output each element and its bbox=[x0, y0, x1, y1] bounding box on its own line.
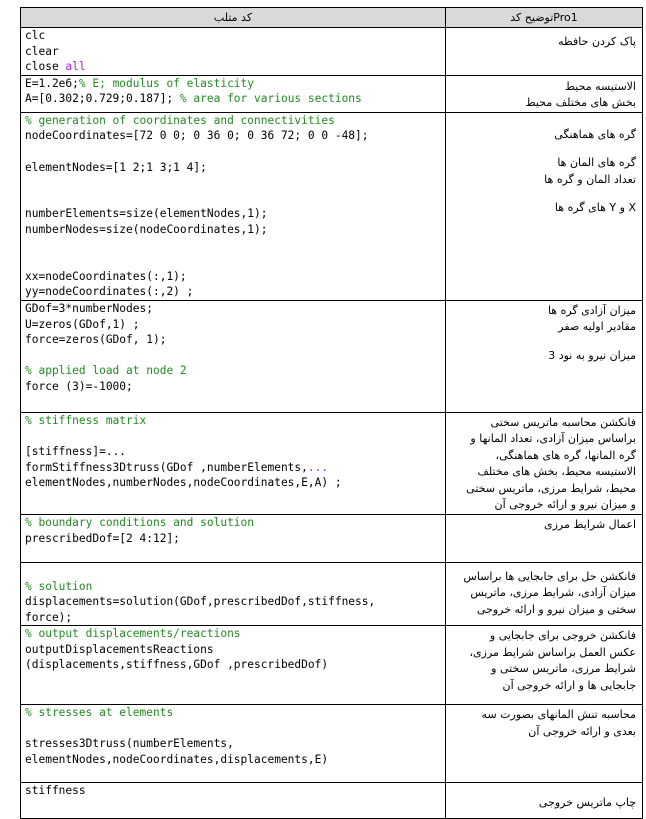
code-line bbox=[25, 379, 445, 395]
code-cell bbox=[21, 705, 446, 783]
code-text: close bbox=[25, 60, 66, 74]
description-line: میزان آزادی گره ها bbox=[547, 303, 636, 317]
code-comment: % stresses at elements bbox=[25, 706, 174, 720]
code-text: xx=nodeCoordinates(:,1); bbox=[25, 269, 187, 283]
description-line: تعداد المان و گره ها bbox=[544, 172, 636, 186]
code-comment: % area for various sections bbox=[179, 92, 362, 106]
code-cell bbox=[21, 562, 446, 625]
table-row bbox=[21, 300, 643, 412]
description-spacer bbox=[450, 115, 636, 127]
code-line bbox=[25, 594, 445, 610]
table-header-row bbox=[21, 8, 643, 28]
code-line bbox=[25, 222, 445, 238]
code-keyword: ... bbox=[307, 460, 329, 474]
code-line bbox=[25, 626, 445, 642]
code-text: [stiffness]=... bbox=[25, 445, 127, 459]
description-cell bbox=[446, 705, 643, 783]
code-line bbox=[25, 144, 445, 160]
code-text: elementNodes=[1 2;1 3;1 4]; bbox=[25, 160, 207, 174]
code-line bbox=[25, 91, 445, 107]
code-line bbox=[25, 475, 445, 491]
code-line bbox=[25, 348, 445, 364]
code-description-table bbox=[20, 7, 643, 819]
code-text: force=zeros(GDof, 1); bbox=[25, 333, 167, 347]
code-line bbox=[25, 206, 445, 222]
code-line bbox=[25, 160, 445, 176]
code-text: numberNodes=size(nodeCoordinates,1); bbox=[25, 222, 268, 236]
code-cell bbox=[21, 626, 446, 705]
code-text: clc bbox=[25, 29, 46, 42]
description-line: پاک کردن حافظه bbox=[558, 35, 636, 48]
code-line bbox=[25, 59, 445, 75]
description-cell bbox=[446, 75, 643, 112]
table-row bbox=[21, 28, 643, 76]
code-cell bbox=[21, 112, 446, 300]
code-line bbox=[25, 460, 445, 476]
matlab-code-column-header: کد متلب bbox=[21, 8, 446, 28]
code-text: formStiffness3Dtruss(GDof ,numberElements, bbox=[25, 460, 308, 474]
description-line: براساس میزان آزادی، تعداد المانها و bbox=[470, 432, 636, 446]
code-text: force); bbox=[25, 610, 73, 624]
description-line: بخش های مختلف محیط bbox=[525, 96, 636, 110]
code-line bbox=[25, 191, 445, 207]
table-row bbox=[21, 626, 643, 705]
code-line bbox=[25, 332, 445, 348]
description-column-header: توضیح کدPro1 bbox=[446, 8, 643, 28]
code-line bbox=[25, 363, 445, 379]
code-line bbox=[25, 579, 445, 595]
code-line bbox=[25, 317, 445, 333]
description-line: گره المانها، گره های هماهنگی، bbox=[495, 448, 636, 462]
code-cell bbox=[21, 514, 446, 562]
code-line bbox=[25, 429, 445, 445]
code-text: numberElements=size(elementNodes,1); bbox=[25, 207, 268, 221]
code-line bbox=[25, 736, 445, 752]
description-line: فانکشن محاسبه ماتریس سختی bbox=[490, 415, 636, 429]
code-line bbox=[25, 783, 445, 799]
code-line bbox=[25, 128, 445, 144]
code-text: yy=nodeCoordinates(:,2) ; bbox=[25, 285, 194, 299]
code-line bbox=[25, 284, 445, 300]
description-line: گره های المان ها bbox=[557, 156, 636, 170]
code-cell bbox=[21, 75, 446, 112]
code-text: force (3)=-1000; bbox=[25, 379, 133, 393]
code-cell bbox=[21, 412, 446, 514]
code-text: prescribedDof=[2 4:12]; bbox=[25, 531, 180, 545]
code-line bbox=[25, 238, 445, 254]
code-line bbox=[25, 563, 445, 579]
code-comment: % E; modulus of elasticity bbox=[78, 76, 255, 90]
description-cell bbox=[446, 300, 643, 412]
description-line: بعدی و ارائه خروجی آن bbox=[528, 724, 636, 738]
code-text: clear bbox=[25, 44, 59, 58]
code-text: elementNodes,numberNodes,nodeCoordinates,E,A) ; bbox=[25, 476, 342, 490]
code-text: outputDisplacementsReactions bbox=[25, 642, 214, 656]
description-cell bbox=[446, 562, 643, 625]
code-text: E=1.2e6; bbox=[25, 76, 79, 90]
code-text: (displacements,stiffness,GDof ,prescribedDof) bbox=[25, 658, 329, 672]
table-row bbox=[21, 75, 643, 112]
code-comment: % output displacements/reactions bbox=[25, 627, 241, 641]
description-line: الاستیسه محیط، بخش های مختلف bbox=[477, 465, 636, 479]
description-line: میزان آزادی، شرایط مرزی، ماتریس bbox=[470, 586, 636, 600]
code-line bbox=[25, 705, 445, 721]
description-line: میزان نیرو به نود 3 bbox=[548, 348, 636, 362]
code-text: stresses3Dtruss(numberElements, bbox=[25, 737, 234, 751]
code-text: displacements=solution(GDof,prescribedDof,stiffness, bbox=[25, 595, 376, 609]
code-line bbox=[25, 253, 445, 269]
code-line bbox=[25, 28, 445, 44]
description-line: محاسبه تنش المانهای بصورت سه bbox=[481, 708, 636, 722]
description-line: شرایط مرزی، ماتریس سختی و bbox=[491, 662, 636, 676]
code-line bbox=[25, 515, 445, 531]
code-line bbox=[25, 113, 445, 129]
description-cell bbox=[446, 28, 643, 76]
code-cell bbox=[21, 28, 446, 76]
code-text: U=zeros(GDof,1) ; bbox=[25, 317, 140, 331]
description-line: چاپ ماتریس خروجی bbox=[538, 796, 636, 810]
code-text: nodeCoordinates=[72 0 0; 0 36 0; 0 36 72; 0 0 -48]; bbox=[25, 129, 369, 143]
code-comment: % stiffness matrix bbox=[25, 413, 147, 427]
description-line: و میزان نیرو و ارائه خروجی آن bbox=[494, 498, 636, 512]
description-line: فانکشن حل برای جابجایی ها براساس bbox=[463, 569, 636, 583]
table-row bbox=[21, 514, 643, 562]
description-spacer bbox=[450, 188, 636, 200]
code-text: stiffness bbox=[25, 784, 86, 798]
code-line bbox=[25, 642, 445, 658]
table-row bbox=[21, 562, 643, 625]
description-cell bbox=[446, 412, 643, 514]
code-line bbox=[25, 301, 445, 317]
description-line: مقادیر اولیه صفر bbox=[558, 320, 636, 334]
code-line bbox=[25, 721, 445, 737]
code-line bbox=[25, 531, 445, 547]
description-cell bbox=[446, 514, 643, 562]
code-keyword: all bbox=[65, 60, 86, 74]
code-line bbox=[25, 657, 445, 673]
description-spacer bbox=[450, 336, 636, 348]
description-line: X و Y های گره ها bbox=[554, 201, 636, 215]
code-line bbox=[25, 76, 445, 92]
code-text: A=[0.302;0.729;0.187]; bbox=[25, 92, 180, 106]
code-comment: % solution bbox=[25, 579, 93, 593]
code-text: GDof=3*numberNodes; bbox=[25, 301, 153, 315]
table-row bbox=[21, 112, 643, 300]
table-row bbox=[21, 412, 643, 514]
table-row bbox=[21, 783, 643, 819]
code-comment: % boundary conditions and solution bbox=[25, 515, 255, 529]
table-row bbox=[21, 705, 643, 783]
code-line bbox=[25, 269, 445, 285]
description-line: جابجایی ها و ارائه خروجی آن bbox=[502, 678, 636, 692]
code-cell bbox=[21, 300, 446, 412]
description-line: سختی و میزان نیرو و ارائه خروجی bbox=[476, 602, 636, 616]
code-line bbox=[25, 610, 445, 626]
description-line: فانکشن خروجی برای جابجایی و bbox=[489, 629, 636, 643]
description-cell bbox=[446, 783, 643, 819]
code-line bbox=[25, 752, 445, 768]
code-cell bbox=[21, 783, 446, 819]
description-cell bbox=[446, 112, 643, 300]
code-line bbox=[25, 175, 445, 191]
description-line: محیط، شرایط مرزی، ماتریس سختی bbox=[466, 481, 636, 495]
code-line bbox=[25, 44, 445, 60]
description-line: الاستیسه محیط bbox=[564, 79, 636, 93]
description-cell bbox=[446, 626, 643, 705]
code-comment: % applied load at node 2 bbox=[25, 364, 187, 378]
description-spacer bbox=[450, 143, 636, 155]
code-text: elementNodes,nodeCoordinates,displacements,E) bbox=[25, 753, 329, 767]
code-line bbox=[25, 413, 445, 429]
code-comment: % generation of coordinates and connectivities bbox=[25, 113, 335, 127]
code-line bbox=[25, 444, 445, 460]
description-line: گره های هماهنگی bbox=[554, 127, 636, 141]
description-line: اعمال شرایط مرزی bbox=[543, 517, 636, 531]
description-line: عکس العمل براساس شرایط مرزی، bbox=[469, 645, 636, 659]
